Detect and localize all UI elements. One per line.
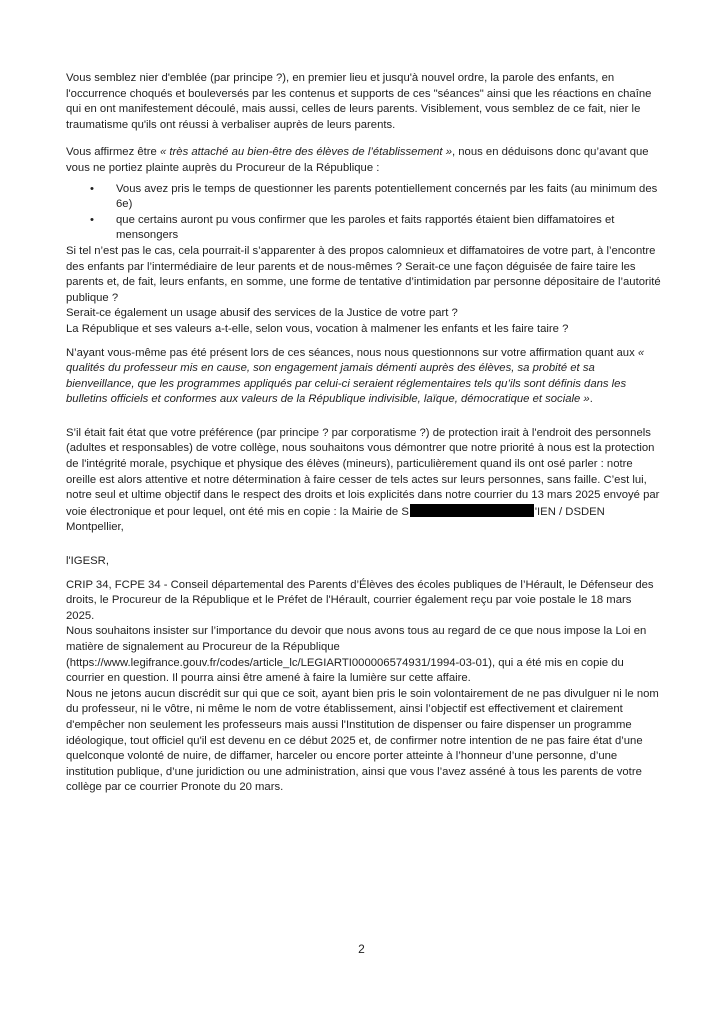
document-body [66,71,662,796]
quote: « qualités du professeur mis en cause, son engagement jamais démenti auprès des élèves, sa probité et sa bienveillance, que les programmes appliqués par celui-ci seraient réglementaires tels qu’ils sont définis dans les bulletins officiels et conformes aux valeurs de la République indivisible, laïque, démocratique et sociale » [66,346,645,406]
page-number: 2 [358,942,365,956]
paragraph: Nous souhaitons insister sur l’importance du devoir que nous avons tous au regard de ce que nous impose la Loi en matière de signalement au Procureur de la République (https://www.legifrance.gouv.fr/codes/article_lc/LEGIARTI000006574931/1994-03-01), qui a été mis en copie du courrier en question. Il pourra ainsi être amené à faire la lumière sur cette affaire. [66,625,647,685]
list-item-text: Vous avez pris le temps de questionner les parents potentiellement concernés par les faits (au minimum des 6e) [116,182,658,211]
paragraph [66,426,662,536]
text-run: Vous affirmez être [66,146,160,159]
text-run: S’il était fait état que votre préférence (par principe ? par corporatisme ?) de protection irait à l'endroit des personnels (adultes et responsables) de votre collège, nous souhaitons vous démontrer que notre priorité à nous est la protection de l'intégrité morale, psychique et physique des élèves (mineurs), particulièrement quand ils ont osé parler : notre oreille est alors attentive et notre détermination à faire cesser de tels actes sur leurs personnes, sans faille. C’est lui, notre seul et ultime objectif dans le respect des droits et lois explicités dans notre courrier du 13 mars 2025 envoyé par voie électronique et pour lequel, ont été mis en copie : la Mairie de S [66,426,660,518]
text-run: , nous en déduisons donc qu’avant que vous ne portiez plainte auprès du Procureur de la République : [66,146,649,174]
paragraph: La République et ses valeurs a-t-elle, selon vous, vocation à malmener les enfants et les faire taire ? [66,322,569,335]
bullet-icon: • [90,213,94,226]
paragraph [66,346,662,408]
paragraph: Nous ne jetons aucun discrédit sur qui que ce soit, ayant bien pris le soin volontairement de ne pas divulguer ni le nom du professeur, ni le vôtre, ni même le nom de votre établissement, ainsi l’objectif est effectivement et clairement d'empêcher non seulement les professeurs mais aussi l'Institution de dispenser ou faire dispenser un programme idéologique, tout officiel qu'il est devenu en ce début 2025 et, de confirmer notre intention de ne pas faire état d’une quelconque volonté de nuire, de diffamer, harceler ou encore porter atteinte à l’honneur d’une personne, d’une institution publique, d’une juridiction ou une administration, ainsi que vous l’avez asséné à tous les parents de votre collège par ce courrier Pronote du 20 mars. [66,687,659,794]
text-run: N’ayant vous-même pas été présent lors de ces séances, nous nous questionnons sur votre affirmation quant aux [66,346,638,359]
list-item-text: que certains auront pu vous confirmer que les paroles et faits rapportés étaient bien diffamatoires et mensongers [116,213,615,242]
paragraph: l'IGESR, [66,555,109,568]
text-run: 'IEN / DSDEN Montpellier, [66,505,605,534]
quote: « très attaché au bien-être des élèves de l’établissement » [159,146,452,159]
paragraph: Serait-ce également un usage abusif des services de la Justice de votre part ? [66,307,458,320]
paragraph: Vous semblez nier d'emblée (par principe ?), en premier lieu et jusqu'à nouvel ordre, la parole des enfants, en l'occurrence choqués et bouleversés par les contenus et supports de ces "séances" ainsi que les réactions en chaîne qui en ont manifestement découlé, mais aussi, celles de leurs parents. Visiblement, vous semblez de ce fait, nier le traumatisme qu'ils ont réussi à verbaliser auprès de leurs parents. [66,72,652,131]
paragraph: Si tel n’est pas le cas, cela pourrait-il s’apparenter à des propos calomnieux et diffamatoires de votre part, à l’encontre des enfants par l’intermédiaire de leur parents et de nous-mêmes ? Serait-ce une façon déguisée de faire taire les parents et, de fait, leurs enfants, en somme, une forme de tentative d’intimidation par personne dépositaire de l’autorité publique ? [66,244,661,304]
list-item [66,182,662,213]
redaction-bar [410,504,534,517]
text-run: . [589,393,593,406]
list-item [66,213,662,244]
paragraph [66,145,662,176]
bullet-list [66,182,662,244]
paragraph: CRIP 34, FCPE 34 - Conseil départemental des Parents d’Élèves des écoles publiques de l’Hérault, le Défenseur des droits, le Procureur de la République et le Préfet de l'Hérault, courrier également reçu par voie postale le 18 mars 2025. [66,578,654,622]
bullet-icon: • [90,182,94,195]
